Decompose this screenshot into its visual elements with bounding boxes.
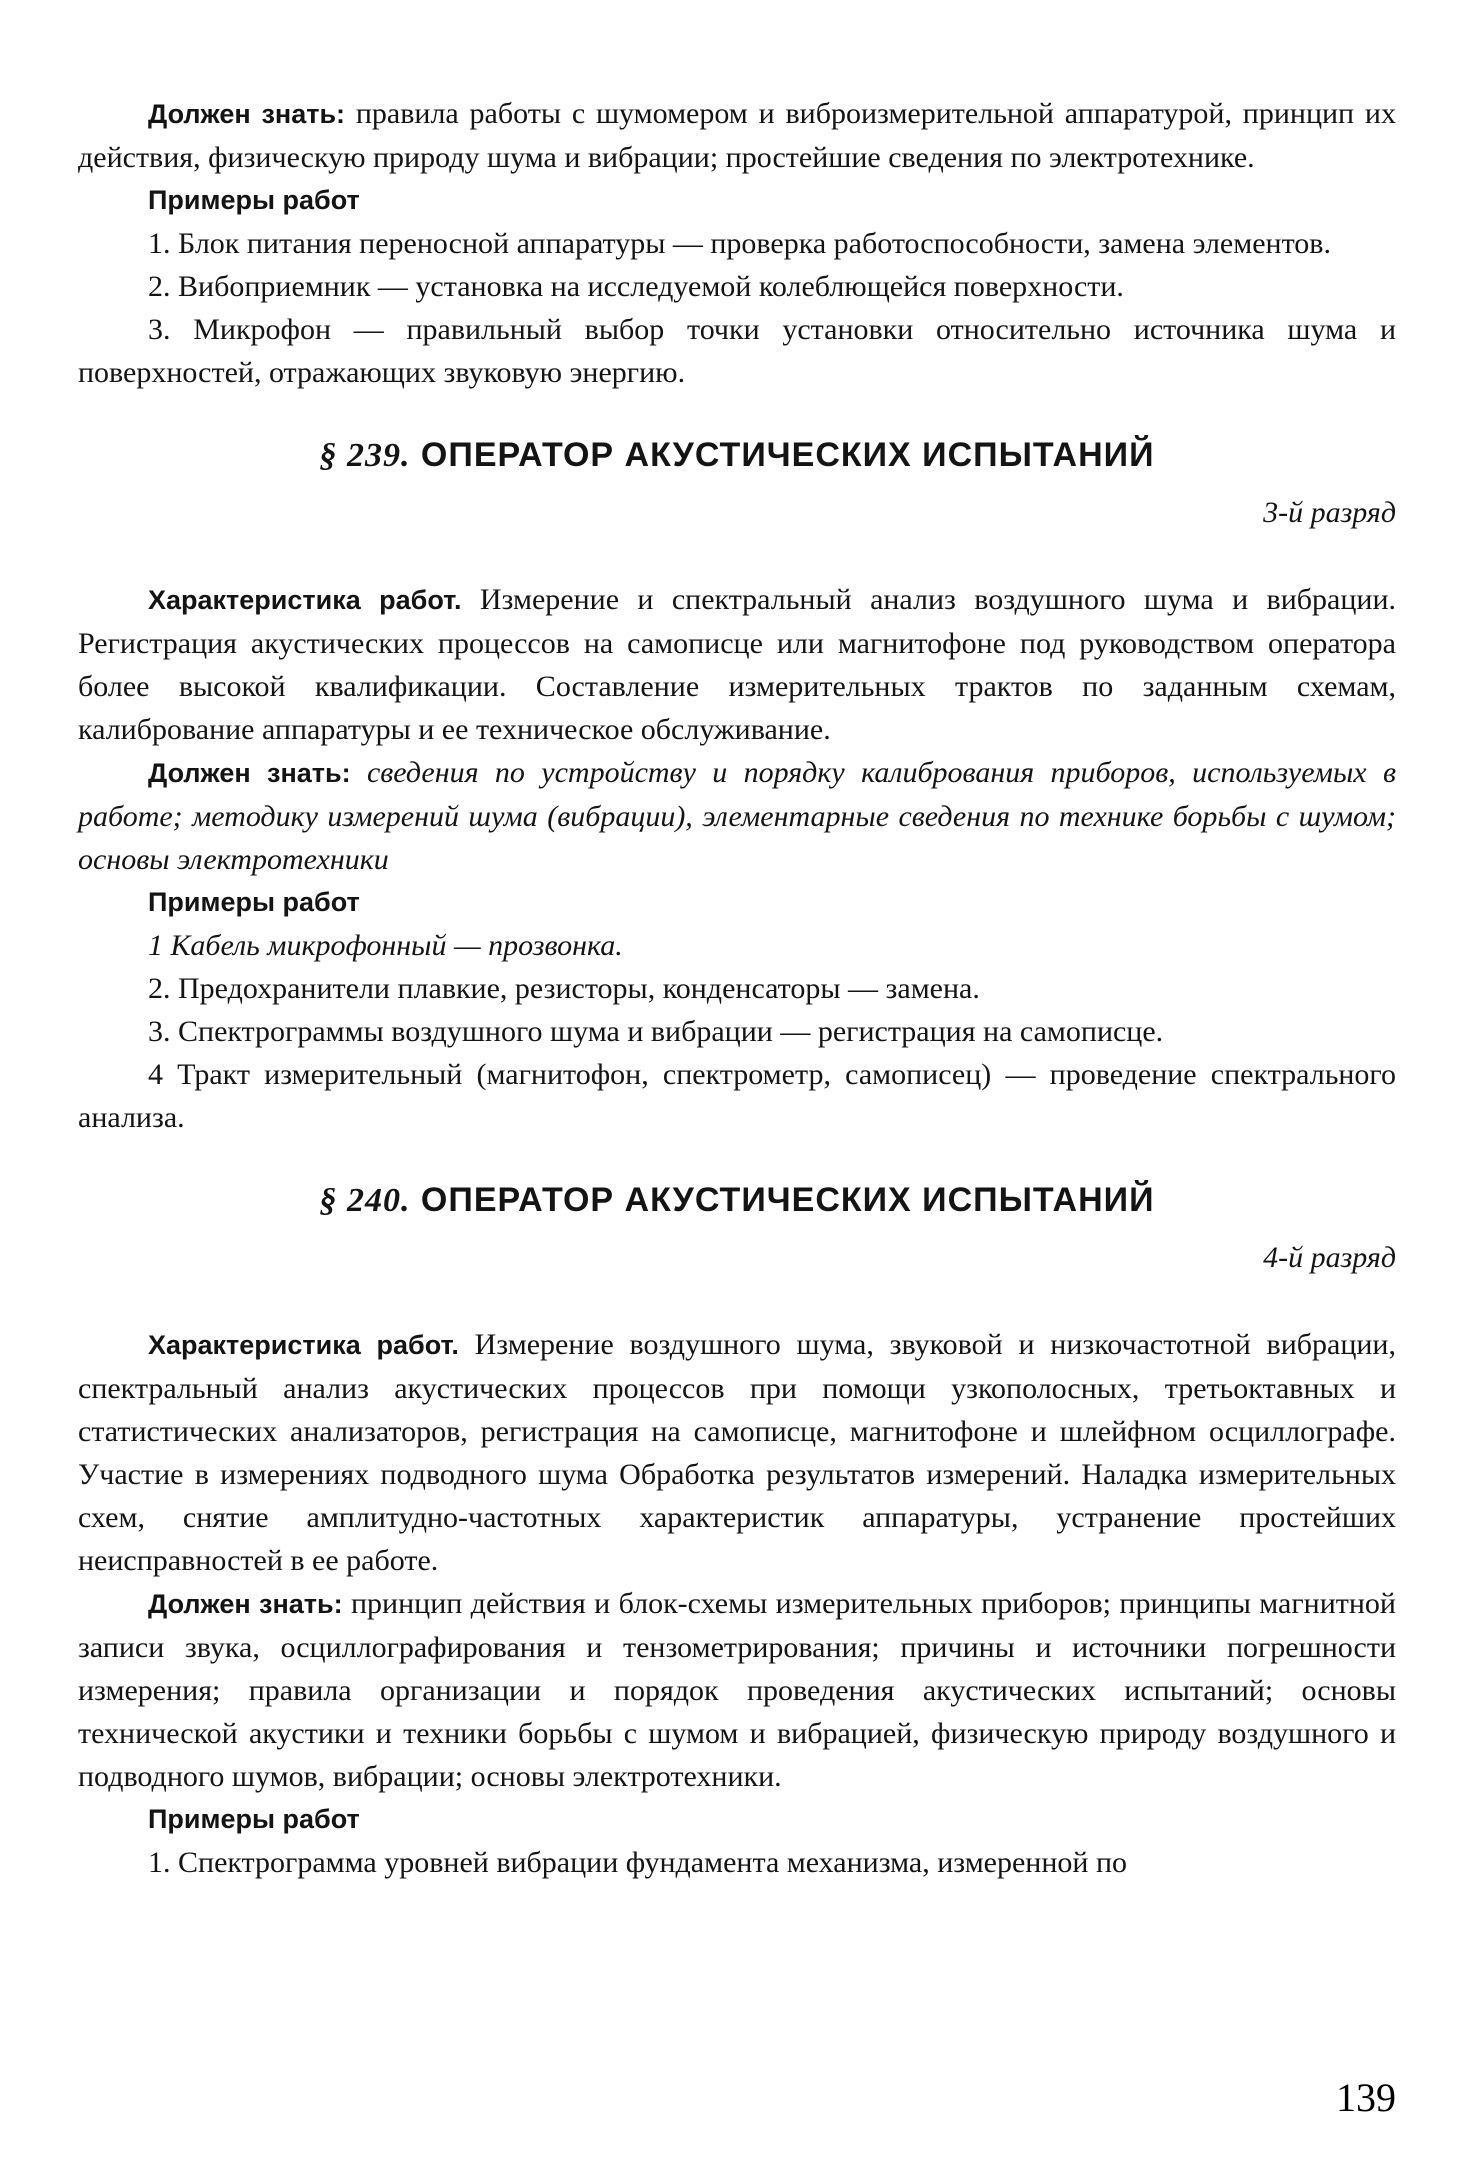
section-239-example-item: 2. Предохранители плавкие, резисторы, конденсаторы — замена. [148, 972, 980, 1005]
section-240-heading [78, 1179, 1396, 1222]
section-240-examples-label: Примеры работ [148, 1804, 360, 1834]
top-example-item: 3. Микрофон — правильный выбор точки установки относительно источника шума и поверхностей, отражающих звуковую энергию. [78, 313, 1396, 389]
section-240-must-know [78, 1582, 1396, 1798]
section-240-example-item: 1. Спектрограмма уровней вибрации фундамента механизма, измеренной по [148, 1846, 1128, 1879]
section-239-must-know-label: Должен знать: [148, 758, 351, 788]
section-239-example-item: 3. Спектрограммы воздушного шума и вибрации — регистрация на самописце. [148, 1015, 1164, 1048]
section-240-char-text: Измерение воздушного шума, звуковой и низкочастотной вибрации, спектральный анализ акустических процессов при помощи узкополосных, третьоктавных и статистических анализаторов, регистрация на самописце, магнитофоне и шлейфном осциллографе. Участие в измерениях подводного шума Обработка результатов измерений. Наладка измерительных схем, снятие амплитудно-частотных характеристик аппаратуры, устранение простейших неисправностей в ее работе. [78, 1328, 1396, 1577]
top-examples-label: Примеры работ [148, 185, 360, 215]
section-240-title: ОПЕРАТОР АКУСТИЧЕСКИХ ИСПЫТАНИЙ [410, 1181, 1155, 1219]
section-239-char-text: Измерение и спектральный анализ воздушного шума и вибрации. Регистрация акустических процессов на самописце или магнитофоне под руководством оператора более высокой квалификации. Составление измерительных трактов по заданным схемам, калибрование аппаратуры и ее техническое обслуживание. [78, 583, 1396, 746]
section-239-grade: 3-й разряд [1263, 496, 1396, 529]
page-number: 139 [1336, 2075, 1396, 2120]
section-240-characteristics [78, 1323, 1396, 1582]
top-example-item: 1. Блок питания переносной аппаратуры — проверка работоспособности, замена элементов. [148, 227, 1331, 260]
section-239-characteristics [78, 578, 1396, 751]
section-239-must-know-text: сведения по устройству и порядку калибрования приборов, используемых в работе; методику измерений шума (вибрации), элементарные сведения по технике борьбы с шумом; основы электротехники [78, 756, 1396, 876]
top-must-know-label: Должен знать: [148, 99, 346, 129]
section-240-must-know-label: Должен знать: [148, 1589, 343, 1619]
section-239-example-item: 1 Кабель микрофонный — прозвонка. [148, 929, 623, 962]
section-240-char-label: Характеристика работ. [148, 1330, 459, 1360]
section-240-must-know-text: принцип действия и блок-схемы измерительных приборов; принципы магнитной записи звука, осциллографирования и тензометрирования; причины и источники погрешности измерения; правила организации и порядок проведения акустических испытаний; основы технической акустики и техники борьбы с шумом и вибрацией, физическую природу воздушного и подводного шумов, вибрации; основы электротехники. [78, 1587, 1396, 1793]
section-240-number: § 240. [319, 1182, 411, 1219]
section-239-title: ОПЕРАТОР АКУСТИЧЕСКИХ ИСПЫТАНИЙ [410, 436, 1155, 474]
top-must-know-text: правила работы с шумомером и виброизмерительной аппаратурой, принцип их действия, физическую природу шума и вибрации; простейшие сведения по электротехнике. [78, 97, 1396, 174]
section-239-must-know [78, 751, 1396, 881]
section-239-example-item: 4 Тракт измерительный (магнитофон, спектрометр, самописец) — проведение спектрального анализа. [78, 1058, 1396, 1134]
top-must-know [78, 92, 1396, 179]
section-240-grade: 4-й разряд [1263, 1241, 1396, 1274]
section-239-number: § 239. [319, 437, 411, 474]
section-239-heading [78, 434, 1396, 477]
top-example-item: 2. Вибоприемник — установка на исследуемой колеблющейся поверхности. [148, 270, 1124, 303]
section-239-char-label: Характеристика работ. [148, 585, 462, 615]
section-239-examples-label: Примеры работ [148, 887, 360, 917]
